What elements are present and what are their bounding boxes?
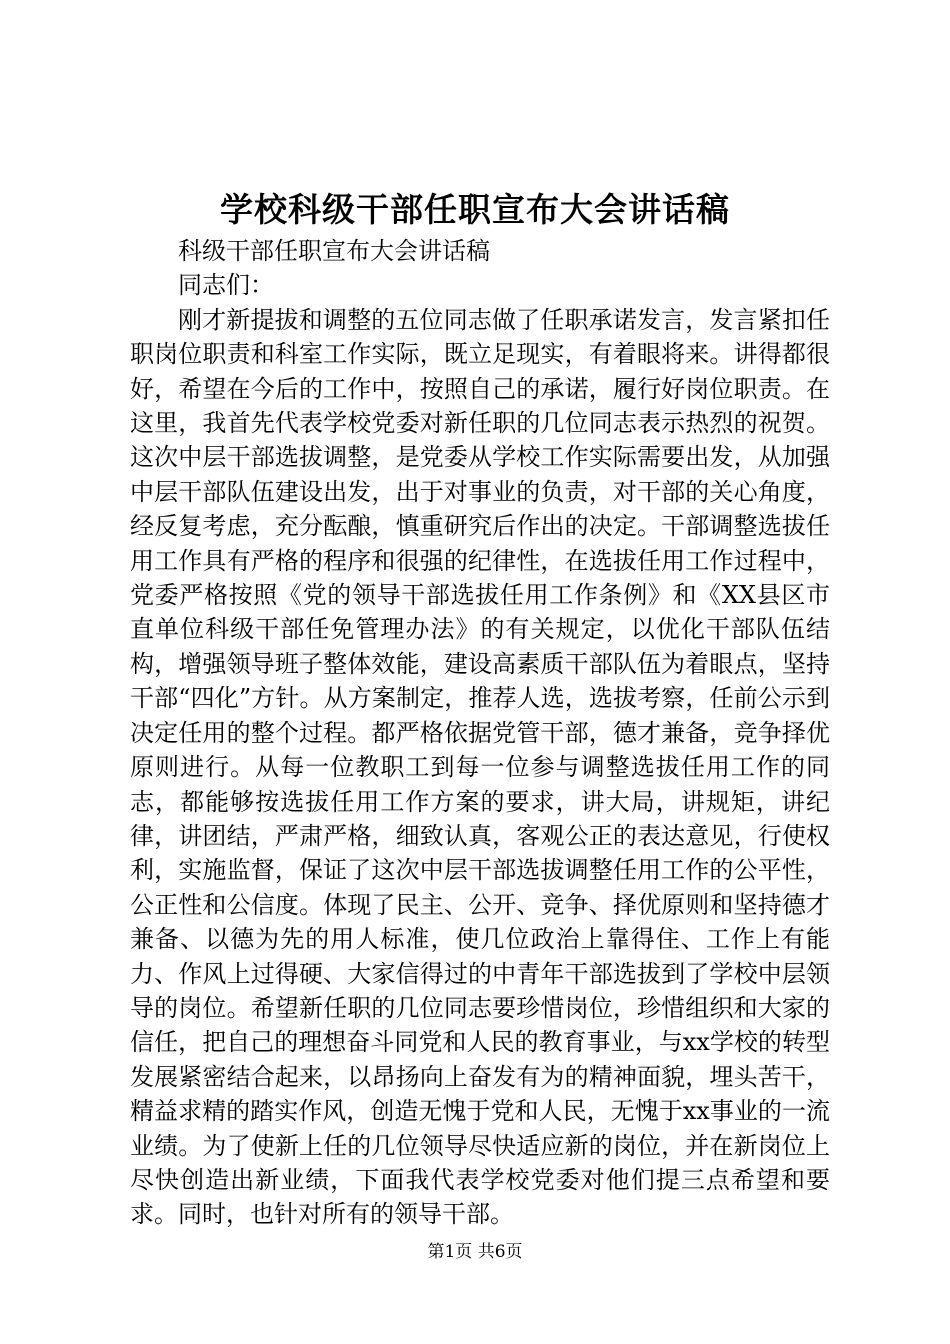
document-title: 学校科级干部任职宣布大会讲话稿 <box>220 190 730 229</box>
salutation: 同志们： <box>178 271 274 300</box>
body-paragraph: 刚才新提拔和调整的五位同志做了任职承诺发言，发言紧扣任职岗位职责和科室工作实际，既立足现实，有着眼将来。讲得都很好，希望在今后的工作中，按照自己的承诺，履行好岗位职责。在这里，我首先代表学校党委对新任职的几位同志表示热烈的祝贺。这次中层干部选拔调整，是党委从学校工作实际需要出发，从加强中层干部队伍建设出发，出于对事业的负责，对干部的关心角度，经反复考虑，充分酝酿，慎重研究后作出的决定。干部调整选拔任用工作具有严格的程序和很强的纪律性，在选拔任用工作过程中，党委严格按照《党的领导干部选拔任用工作条例》和《XX县区市直单位科级干部任免管理办法》的有关规定，以优化干部队伍结构，增强领导班子整体效能，建设高素质干部队伍为着眼点，坚持干部“四化”方针。从方案制定，推荐人选，选拔考察，任前公示到决定任用的整个过程。都严格依据党管干部，德才兼备，竞争择优原则进行。从每一位教职工到每一位参与调整选拔任用工作的同志，都能够按选拔任用工作方案的要求，讲大局，讲规矩，讲纪律，讲团结，严肃严格，细致认真，客观公正的表达意见，行使权利，实施监督，保证了这次中层干部选拔调整任用工作的公平性，公正性和公信度。体现了民主、公开、竞争、择优原则和坚持德才兼备、以德为先的用人标准，使几位政治上靠得住、工作上有能力、作风上过得硬、大家信得过的中青年干部选拔到了学校中层领导的岗位。希望新任职的几位同志要珍惜岗位，珍惜组织和大家的信任，把自己的理想奋斗同党和人民的教育事业，与xx学校的转型发展紧密结合起来，以昂扬向上奋发有为的精神面貌，埋头苦干，精益求精的踏实作风，创造无愧于党和人民，无愧于xx事业的一流业绩。为了使新上任的几位领导尽快适应新的岗位，并在新岗位上尽快创造出新业绩，下面我代表学校党委对他们提三点希望和要求。同时，也针对所有的领导干部。 <box>130 305 830 1229</box>
page-footer: 第1页 共6页 <box>427 1242 523 1262</box>
document-body <box>130 234 830 1232</box>
document-subtitle: 科级干部任职宣布大会讲话稿 <box>178 237 490 265</box>
